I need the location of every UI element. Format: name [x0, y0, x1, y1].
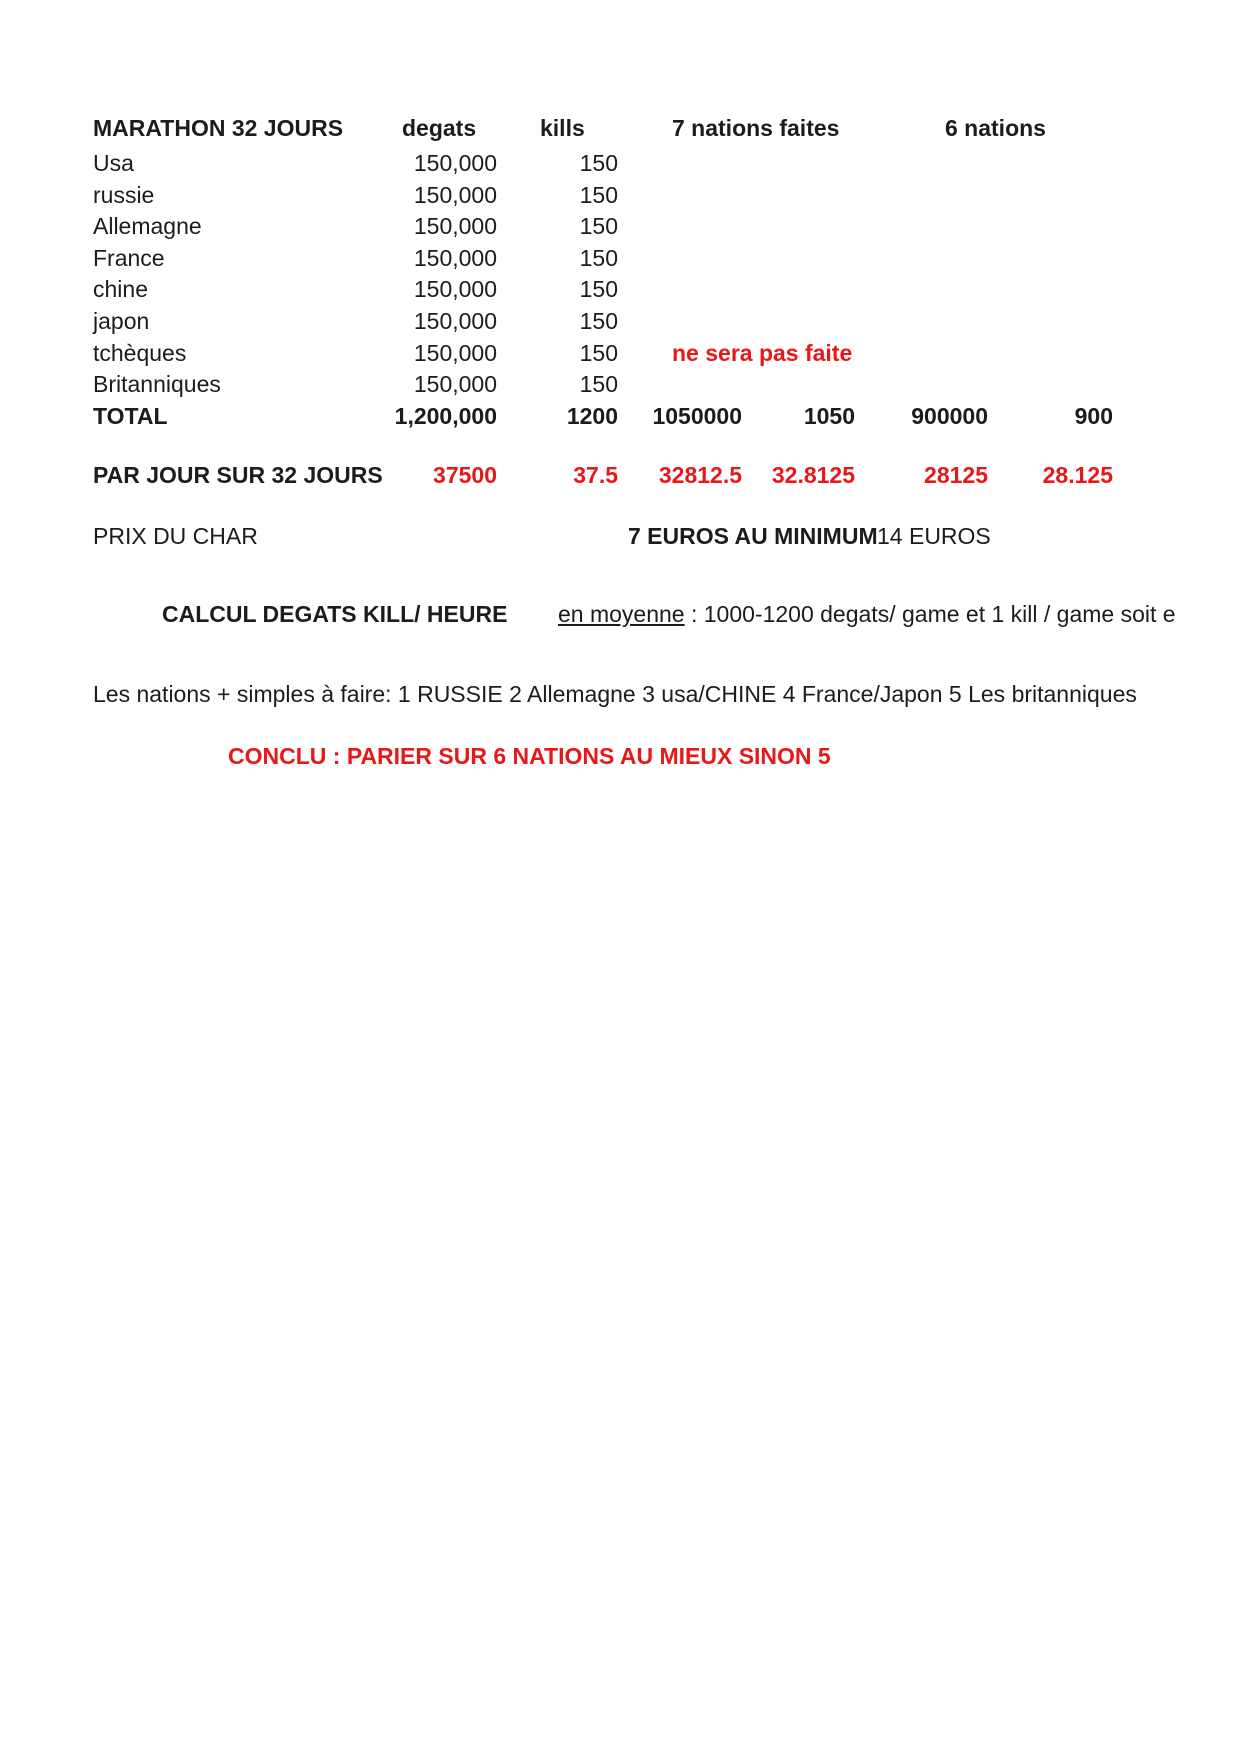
nation-degats: 150,000 [413, 371, 497, 397]
price-line [0, 521, 1241, 552]
nation-kills: 150 [579, 150, 618, 176]
nation-kills: 150 [579, 182, 618, 208]
nation-name: Usa [93, 150, 134, 176]
total-seven-degats: 1050000 [652, 403, 742, 429]
per-day-label: PAR JOUR SUR 32 JOURS [93, 462, 383, 488]
degats-column-header: degats [402, 115, 477, 141]
total-label: TOTAL [93, 403, 168, 429]
price-minimum: 7 EUROS AU MINIMUM [628, 523, 878, 549]
calc-label: CALCUL DEGATS KILL/ HEURE [162, 601, 508, 627]
nation-note: ne sera pas faite [672, 340, 853, 366]
nation-name: chine [93, 276, 148, 302]
conclusion-line [0, 741, 1241, 772]
table-header-row [0, 113, 1241, 144]
seven-nations-column-header: 7 nations faites [672, 115, 840, 141]
per-day-six-degats: 28125 [924, 462, 988, 488]
nation-row [0, 306, 1241, 337]
price-label: PRIX DU CHAR [93, 523, 258, 549]
calc-line [0, 599, 1241, 630]
nations-ranking-line [0, 679, 1241, 710]
nation-degats: 150,000 [413, 308, 497, 334]
nation-kills: 150 [579, 213, 618, 239]
nation-degats: 150,000 [413, 245, 497, 271]
nation-name: France [93, 245, 165, 271]
table-title: MARATHON 32 JOURS [93, 115, 344, 141]
calc-underlined-text: en moyenne [558, 601, 685, 627]
nation-row [0, 180, 1241, 211]
kills-column-header: kills [540, 115, 585, 141]
price-alternative: 14 EUROS [877, 523, 991, 549]
nation-name: tchèques [93, 340, 187, 366]
per-day-degats: 37500 [433, 462, 497, 488]
nation-degats: 150,000 [413, 276, 497, 302]
nation-row [0, 369, 1241, 400]
nation-kills: 150 [579, 371, 618, 397]
nation-row [0, 338, 1241, 369]
nation-name: japon [93, 308, 150, 334]
nation-kills: 150 [579, 340, 618, 366]
total-six-kills: 900 [1074, 403, 1113, 429]
total-row [0, 401, 1241, 432]
per-day-six-kills: 28.125 [1042, 462, 1113, 488]
nation-name: Allemagne [93, 213, 202, 239]
conclusion-text: CONCLU : PARIER SUR 6 NATIONS AU MIEUX SINON 5 [228, 743, 831, 769]
nation-row [0, 274, 1241, 305]
nation-degats: 150,000 [413, 213, 497, 239]
nation-kills: 150 [579, 276, 618, 302]
per-day-seven-degats: 32812.5 [658, 462, 742, 488]
nation-name: Britanniques [93, 371, 221, 397]
nation-row [0, 148, 1241, 179]
nation-name: russie [93, 182, 155, 208]
nation-degats: 150,000 [413, 150, 497, 176]
nation-kills: 150 [579, 245, 618, 271]
total-kills: 1200 [566, 403, 618, 429]
nation-degats: 150,000 [413, 182, 497, 208]
per-day-kills: 37.5 [573, 462, 618, 488]
per-day-seven-kills: 32.8125 [771, 462, 855, 488]
six-nations-column-header: 6 nations [945, 115, 1046, 141]
nations-ranking-text: Les nations + simples à faire: 1 RUSSIE 2 Allemagne 3 usa/CHINE 4 France/Japon 5 Les britanniques [93, 681, 1137, 707]
calc-rest-text: : 1000-1200 degats/ game et 1 kill / game soit e [684, 601, 1176, 627]
total-degats: 1,200,000 [394, 403, 497, 429]
nation-row [0, 243, 1241, 274]
total-six-degats: 900000 [911, 403, 988, 429]
nation-degats: 150,000 [413, 340, 497, 366]
total-seven-kills: 1050 [803, 403, 855, 429]
calc-text [558, 599, 1176, 630]
nation-kills: 150 [579, 308, 618, 334]
nation-row [0, 211, 1241, 242]
per-day-row [0, 460, 1241, 491]
